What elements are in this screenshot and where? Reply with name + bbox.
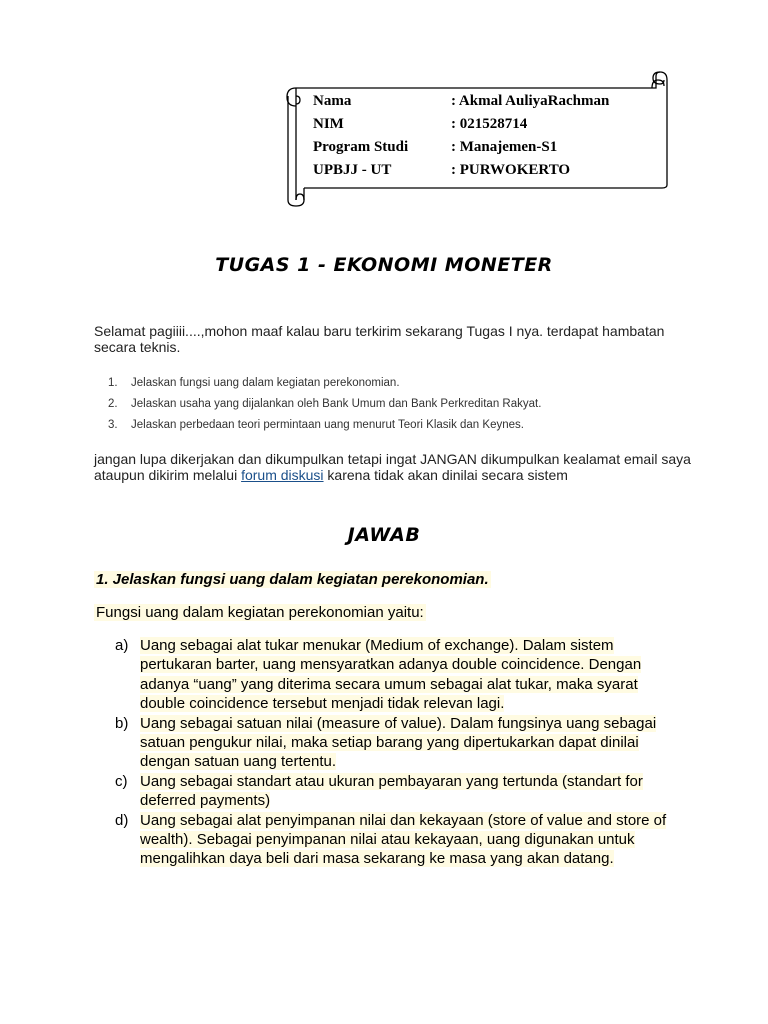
identity-value: : Manajemen-S1 (451, 139, 558, 155)
answer-question-heading: 1. Jelaskan fungsi uang dalam kegiatan perekonomian. (96, 571, 489, 588)
item-text-wrap (140, 636, 675, 714)
item-marker: b) (115, 714, 129, 732)
identity-value: : Akmal AuliyaRachman (451, 93, 610, 109)
identity-label: Nama (313, 93, 352, 109)
identity-label: Program Studi (313, 139, 409, 155)
list-item (108, 377, 541, 398)
question-text: Jelaskan fungsi uang dalam kegiatan perekonomian. (131, 377, 400, 389)
answer-intro: Fungsi uang dalam kegiatan perekonomian yaitu: (96, 604, 424, 621)
item-text: Uang sebagai standart atau ukuran pembayaran yang tertunda (standart for deferred payments) (140, 772, 643, 810)
item-text: Uang sebagai satuan nilai (measure of value). Dalam fungsinya uang sebagai satuan pengukur nilai, maka setiap barang yang dipertukarkan dapat dinilai dengan satuan uang tertentu. (140, 714, 657, 771)
identity-label: NIM (313, 116, 344, 132)
note-text: jangan lupa dikerjakan dan dikumpulkan tetapi ingat JANGAN dikumpulkan kealamat email saya ataupun dikirim melalui (94, 451, 691, 483)
identity-value: : PURWOKERTO (451, 162, 571, 178)
page-title: TUGAS 1 - EKONOMI MONETER (215, 254, 553, 276)
list-item (115, 811, 675, 869)
identity-row (313, 93, 609, 116)
item-marker: c) (115, 772, 128, 790)
item-text-wrap (140, 811, 675, 869)
note-text-end: karena tidak akan dinilai secara sistem (323, 467, 568, 483)
list-item (115, 772, 675, 811)
answer-heading: JAWAB (347, 524, 421, 546)
greeting-paragraph: Selamat pagiiii....,mohon maaf kalau baru terkirim sekarang Tugas I nya. terdapat hambatan secara teknis. (94, 323, 665, 355)
identity-row (313, 139, 609, 162)
identity-label: UPBJJ - UT (313, 162, 392, 178)
question-number: 3. (108, 419, 118, 431)
question-text: Jelaskan perbedaan teori permintaan uang menurut Teori Klasik dan Keynes. (131, 419, 524, 431)
forum-diskusi-link[interactable]: forum diskusi (241, 467, 324, 483)
list-item (115, 636, 675, 714)
item-marker: d) (115, 811, 129, 829)
identity-value: : 021528714 (451, 116, 528, 132)
item-marker: a) (115, 637, 129, 654)
instruction-note (94, 451, 694, 483)
question-list (108, 377, 541, 440)
list-item (108, 419, 541, 440)
item-text: Uang sebagai alat tukar menukar (Medium of exchange). Dalam sistem pertukaran barter, uang mensyaratkan adanya double coincidence. Dengan adanya “uang” yang diterima secara umum sebagai alat tukar, maka syarat double coincidence tersebut menjadi tidak relevan lagi. (140, 637, 642, 713)
item-text-wrap (140, 772, 675, 811)
identity-table (313, 93, 609, 185)
identity-row (313, 162, 609, 185)
item-text-wrap (140, 714, 675, 772)
answer-list (115, 636, 675, 869)
question-text: Jelaskan usaha yang dijalankan oleh Bank Umum dan Bank Perkreditan Rakyat. (131, 398, 542, 410)
identity-row (313, 116, 609, 139)
item-text: Uang sebagai alat penyimpanan nilai dan kekayaan (store of value and store of wealth). Sebagai penyimpanan nilai atau kekayaan, uang digunakan untuk mengalihkan daya beli dari masa sekarang ke masa yang akan datang. (140, 811, 667, 868)
question-number: 2. (108, 398, 118, 410)
list-item (115, 714, 675, 772)
list-item (108, 398, 541, 419)
question-number: 1. (108, 377, 118, 389)
